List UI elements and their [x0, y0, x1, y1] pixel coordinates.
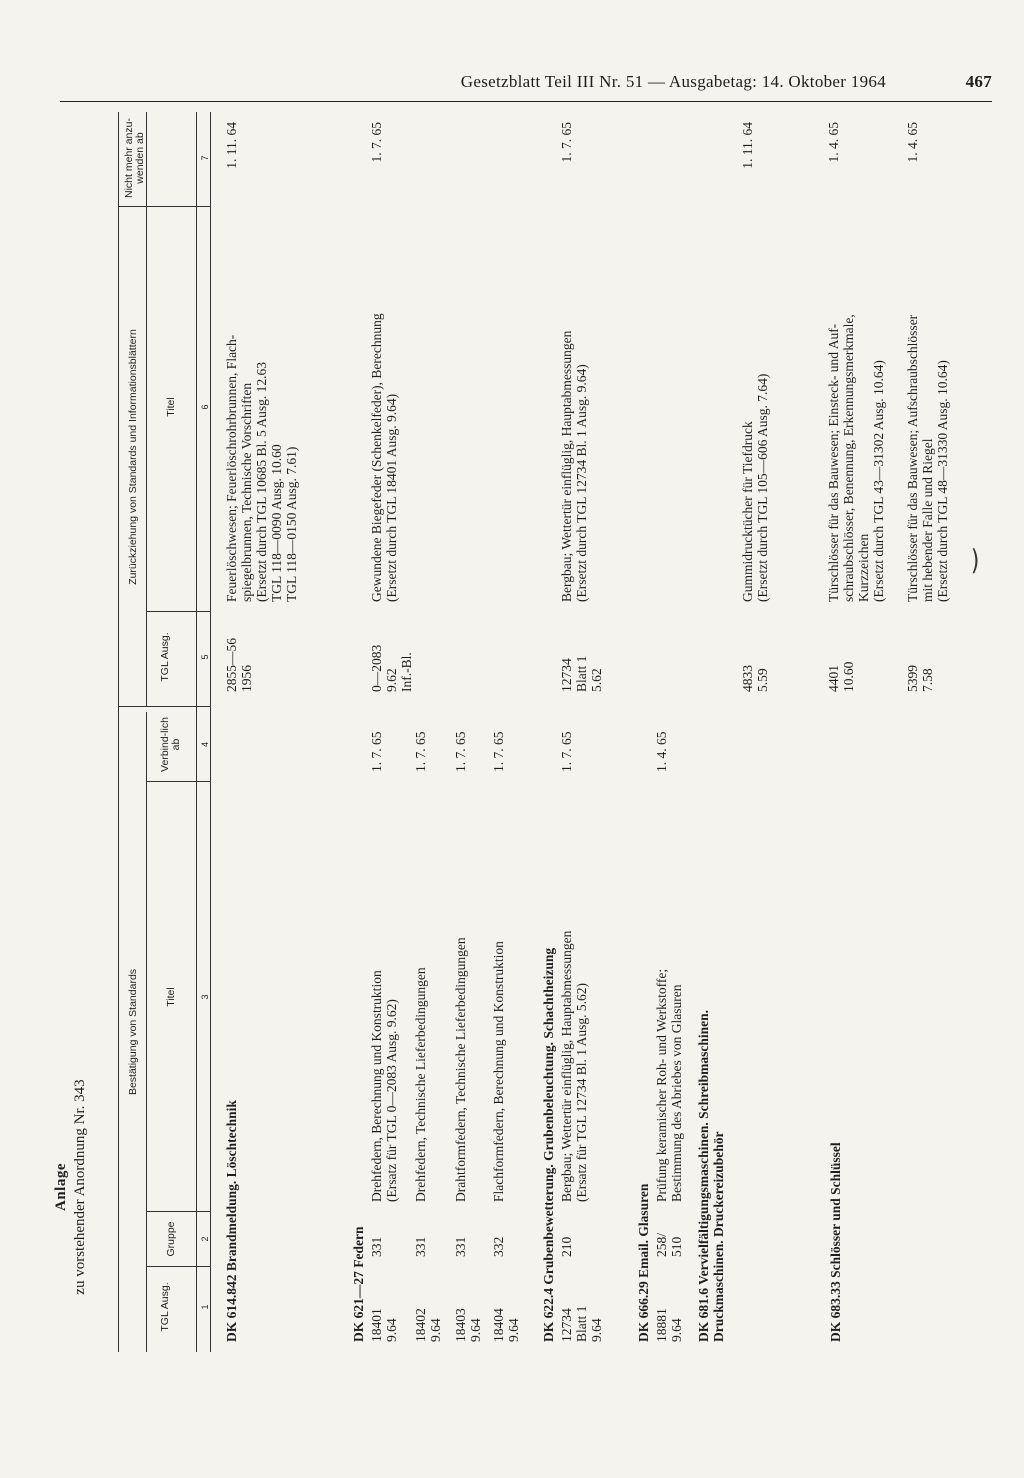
col-divider — [146, 1266, 210, 1267]
page-header — [60, 72, 992, 100]
section-title: DK 614.842 Brandmeldung. Löschtechnik — [224, 1100, 239, 1342]
margin-mark: ‿ — [945, 549, 978, 572]
cell-c6: Bergbau; Wettertür einflüglig, Hauptabmessungen (Ersetzt durch TGL 12734 Bl. 1 Ausg. 9.64) — [559, 330, 589, 602]
col7-header: Nicht mehr anzu-wenden ab — [123, 118, 146, 198]
section-title: DK 666.29 Email. Glasuren — [636, 1183, 651, 1342]
header-title: Gesetzblatt Teil III Nr. 51 — Ausgabetag: 14. Oktober 1964 — [460, 72, 886, 91]
header-bottom-rule — [196, 112, 197, 1352]
cell-c2: 331 — [453, 1236, 468, 1257]
cell-c4: 1. 7. 65 — [413, 731, 428, 772]
cell-c5: 12734 Blatt 1 5.62 — [559, 655, 604, 692]
section-title: DK 622.4 Grubenbewetterung. Grubenbeleuchtung. Schachtheizung — [541, 947, 556, 1342]
cell-c3: Prüfung keramischer Roh- und Werkstoffe; Bestimmung des Abriebes von Glasuren — [654, 968, 684, 1202]
cell-c2: 258/ 510 — [654, 1232, 684, 1257]
cell-c7: 1. 4. 65 — [905, 122, 920, 163]
cell-c3: Flachformfedern, Berechnung und Konstruktion — [491, 941, 506, 1202]
cell-c1: 12734 Blatt 1 9.64 — [559, 1305, 604, 1342]
col-number: 5 — [200, 654, 210, 660]
cell-c3: Drehfedern, Berechnung und Konstruktion (Ersatz für TGL 0—2083 Ausg. 9.62) — [369, 970, 399, 1202]
col6-header: Titel — [165, 397, 177, 417]
col-number: 4 — [200, 742, 210, 748]
cell-c7: 1. 11. 64 — [224, 122, 239, 169]
cell-c7: 1. 4. 65 — [826, 122, 841, 163]
cell-c5: 4401 10.60 — [826, 661, 856, 692]
cell-c2: 331 — [369, 1236, 384, 1257]
group-right-rule — [146, 112, 147, 707]
section-title: DK 683.33 Schlösser und Schlüssel — [828, 1142, 843, 1342]
group-left-label: Bestätigung von Standards — [127, 968, 139, 1096]
cell-c7: 1. 7. 65 — [369, 122, 384, 163]
col-number: 6 — [200, 404, 210, 410]
cell-c3: Drahtformfedern, Technische Lieferbedingungen — [453, 937, 468, 1202]
col-divider — [146, 1211, 210, 1212]
cell-c5: 5399 7.58 — [905, 665, 935, 692]
col-divider — [118, 206, 210, 207]
cell-c6: Feuerlöschwesen; Feuerlöschrohrbrunnen, Flach- spiegelbrunnen, Technische Vorschriften (Ersetzt durch TGL 10685 Bl. 5 Ausg. 12.63 TGL 118—0090 Ausg. 10.60 TGL 118—0150 Ausg. 7.61) — [224, 334, 299, 602]
cell-c4: 1. 7. 65 — [491, 731, 506, 772]
cell-c1: 18404 9.64 — [491, 1308, 521, 1342]
cell-c2: 331 — [413, 1236, 428, 1257]
cell-c6: Türschlösser für das Bauwesen; Einsteck- und Auf- schraubschlösser, Benennung, Erkennungsmerkmale, Kurzzeichen (Ersetzt durch TGL 43—31302 Ausg. 10.64) — [826, 314, 886, 602]
cell-c6: Gewundene Biegefeder (Schenkelfeder), Berechnung (Ersetzt durch TGL 18401 Ausg. 9.64) — [369, 313, 399, 602]
anlage-title: Anlage — [53, 1163, 69, 1211]
col-number: 1 — [200, 1304, 210, 1310]
cell-c1: 18401 9.64 — [369, 1308, 399, 1342]
col-number: 2 — [200, 1236, 210, 1242]
cell-c2: 332 — [491, 1236, 506, 1257]
cell-c4: 1. 7. 65 — [453, 731, 468, 772]
cell-c5: 2855—56 1956 — [224, 638, 254, 692]
cell-c4: 1. 4. 65 — [654, 731, 669, 772]
cell-c5: 0—2083 9.62 Inf.-Bl. — [369, 644, 414, 692]
col1-header: TGL Ausg. — [159, 1282, 171, 1332]
cell-c7: 1. 11. 64 — [740, 122, 755, 169]
header-rule — [60, 101, 992, 102]
group-right-label: Zurückziehung von Standards und Informationsblättern — [127, 329, 139, 585]
col-number: 7 — [200, 155, 210, 161]
cell-c3: Bergbau; Wettertür einflüglig, Hauptabmessungen (Ersatz für TGL 12734 Bl. 1 Ausg. 5.62) — [559, 930, 589, 1202]
col-divider — [118, 706, 210, 707]
cell-c5: 4833 5.59 — [740, 665, 770, 692]
col-divider — [146, 781, 210, 782]
col-divider — [146, 611, 210, 612]
group-left-rule — [146, 712, 147, 1352]
cell-c1: 18881 9.64 — [654, 1308, 684, 1342]
cell-c6: Gummidrucktücher für Tiefdruck (Ersetzt durch TGL 105—606 Ausg. 7.64) — [740, 373, 770, 602]
col2-header: Gruppe — [165, 1221, 177, 1257]
cell-c4: 1. 7. 65 — [369, 731, 384, 772]
rotated-table-page — [46, 112, 976, 1352]
cell-c1: 18403 9.64 — [453, 1308, 483, 1342]
col4-header: Verbind-lich ab — [159, 717, 182, 772]
page-number: 467 — [965, 72, 992, 91]
cell-c3: Drehfedern, Technische Lieferbedingungen — [413, 967, 428, 1202]
cell-c2: 210 — [559, 1236, 574, 1257]
anlage-block — [54, 1022, 88, 1352]
col5-header: TGL Ausg. — [159, 632, 171, 682]
header-top-rule — [118, 112, 119, 1352]
section-title: DK 681.6 Vervielfältigungsmaschinen. Schreibmaschinen. Druckmaschinen. Druckereizubehör — [696, 1009, 726, 1342]
cell-c7: 1. 7. 65 — [559, 122, 574, 163]
section-title: DK 621—27 Federn — [351, 1226, 366, 1342]
cell-c4: 1. 7. 65 — [559, 731, 574, 772]
anlage-subtitle: zu vorstehender Anordnung Nr. 343 — [72, 1079, 88, 1295]
col3-header: Titel — [165, 987, 177, 1007]
cell-c1: 18402 9.64 — [413, 1308, 443, 1342]
table-header — [118, 112, 210, 1352]
col-number: 3 — [200, 994, 210, 1000]
cell-c6: Türschlösser für das Bauwesen; Aufschraubschlösser mit hebender Falle und Riegel (Ersetzt durch TGL 48—31330 Ausg. 10.64) — [905, 314, 950, 602]
